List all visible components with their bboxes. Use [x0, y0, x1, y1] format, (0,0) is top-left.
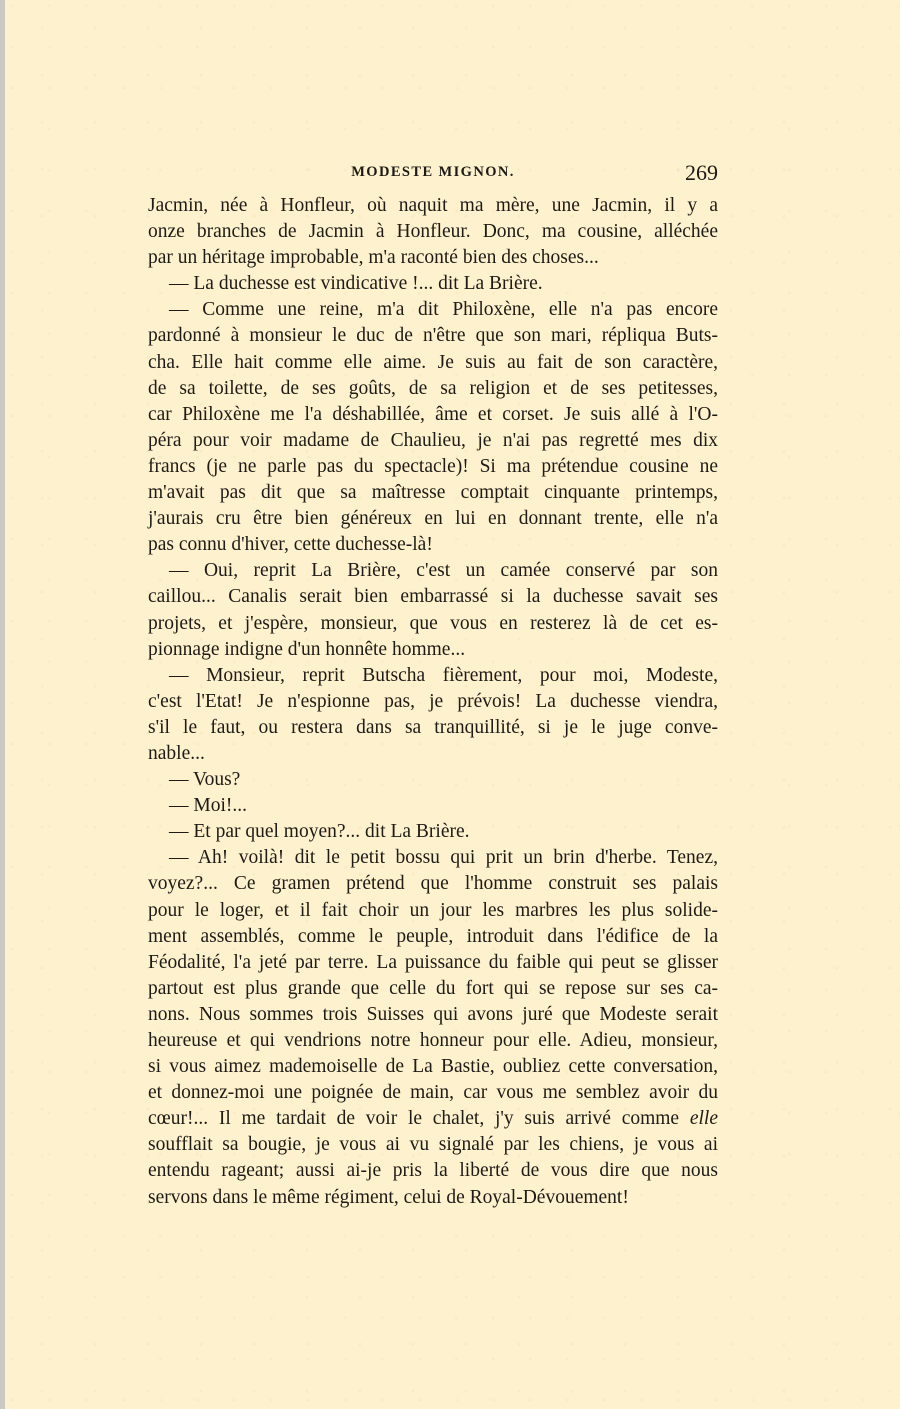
text-line-content: — Moi!...: [169, 795, 247, 817]
text-line: [148, 1080, 718, 1106]
text-line: [148, 428, 718, 454]
text-line-content: heureuse et qui vendrions notre honneur pour elle. Adieu, monsieur,: [148, 1030, 718, 1051]
body-text: [148, 193, 718, 1211]
text-line: [148, 1106, 718, 1132]
text-line: [148, 611, 718, 637]
text-line-content: servons dans le même régiment, celui de Royal-Dévouement!: [148, 1186, 629, 1208]
text-line: [148, 871, 718, 897]
text-line: [148, 532, 718, 558]
text-line-content: — Et par quel moyen?... dit La Brière.: [169, 821, 470, 843]
text-line: [148, 976, 718, 1002]
text-line-content: — Monsieur, reprit Butscha fièrement, pour moi, Modeste,: [169, 664, 718, 686]
text-line: [148, 558, 718, 584]
text-line-content: voyez?... Ce gramen prétend que l'homme construit ses palais: [148, 873, 718, 895]
text-line: [148, 689, 718, 715]
text-line: [148, 376, 718, 402]
text-line-content: — Oui, reprit La Brière, c'est un camée conservé par son: [169, 560, 718, 582]
text-line: [148, 1002, 718, 1028]
text-line: [148, 845, 718, 871]
text-line-content: partout est plus grande que celle du fort qui se repose sur ses ca-: [148, 977, 718, 999]
page-number: 269: [685, 160, 718, 185]
text-line-content: s'il le faut, ou restera dans sa tranquillité, si je le juge conve-: [148, 716, 718, 738]
text-line-content: m'avait pas dit que sa maîtresse comptait cinquante printemps,: [148, 482, 718, 504]
text-line: [148, 715, 718, 741]
text-line: [148, 767, 718, 793]
text-line: [148, 402, 718, 428]
text-line-content: projets, et j'espère, monsieur, que vous en resterez là de cet es-: [148, 612, 718, 634]
text-line-content: pardonné à monsieur le duc de n'être que son mari, répliqua Buts-: [148, 325, 718, 347]
text-line: [148, 663, 718, 689]
text-line-content: pas connu d'hiver, cette duchesse-là!: [148, 534, 433, 556]
text-line-content: cha. Elle hait comme elle aime. Je suis au fait de son caractère,: [148, 351, 718, 373]
text-line: [148, 793, 718, 819]
running-head: [148, 160, 718, 186]
text-line: [148, 1132, 718, 1158]
text-line: [148, 1054, 718, 1080]
text-line-content: par un héritage improbable, m'a raconté bien des choses...: [148, 247, 599, 269]
text-line: [148, 506, 718, 532]
text-line: [148, 219, 718, 245]
book-page: [5, 0, 900, 1409]
text-line: [148, 924, 718, 950]
text-line: [148, 819, 718, 845]
text-line: [148, 193, 718, 219]
text-line-content: car Philoxène me l'a déshabillée, âme et corset. Je suis allé à l'O-: [148, 403, 718, 425]
text-line-content: soufflait sa bougie, je vous ai vu signalé par les chiens, je vous ai: [148, 1134, 718, 1156]
text-line-content: nable...: [148, 742, 205, 764]
text-line-content: pionnage indigne d'un honnête homme...: [148, 638, 466, 660]
text-line: [148, 1158, 718, 1184]
text-line: [148, 898, 718, 924]
text-line-content: — Ah! voilà! dit le petit bossu qui prit un brin d'herbe. Tenez,: [169, 847, 718, 869]
text-line: [148, 584, 718, 610]
text-line-content: nons. Nous sommes trois Suisses qui avons juré que Modeste serait: [148, 1003, 718, 1025]
text-line: [148, 350, 718, 376]
text-line: [148, 950, 718, 976]
text-line: [148, 480, 718, 506]
running-title: MODESTE MIGNON.: [351, 164, 515, 180]
text-line-content: pour le loger, et il fait choir un jour les marbres les plus solide-: [148, 899, 718, 921]
text-line-content: francs (je ne parle pas du spectacle)! Si ma prétendue cousine ne: [148, 455, 718, 477]
text-line: [148, 454, 718, 480]
text-line-content: — Vous?: [169, 769, 241, 791]
text-line-content: j'aurais cru être bien généreux en lui en donnant trente, elle n'a: [148, 508, 718, 530]
text-line: [148, 637, 718, 663]
text-line-content: — La duchesse est vindicative !... dit La Brière.: [169, 273, 543, 295]
text-line: [148, 245, 718, 271]
text-line-content: si vous aimez mademoiselle de La Bastie, oubliez cette conversation,: [148, 1056, 718, 1078]
text-line-content: Jacmin, née à Honfleur, où naquit ma mère, une Jacmin, il y a: [148, 195, 718, 216]
text-line-content: et donnez-moi une poignée de main, car vous me semblez avoir du: [148, 1082, 718, 1104]
text-line-content: — Comme une reine, m'a dit Philoxène, elle n'a pas encore: [169, 299, 718, 321]
text-line-content: c'est l'Etat! Je n'espionne pas, je prévois! La duchesse viendra,: [148, 690, 718, 712]
text-line-content: péra pour voir madame de Chaulieu, je n'ai pas regretté mes dix: [148, 429, 718, 451]
text-line-content: entendu rageant; aussi ai-je pris la liberté de vous dire que nous: [148, 1160, 718, 1182]
text-line: [148, 1028, 718, 1054]
text-line-content: Féodalité, l'a jeté par terre. La puissance du faible qui peut se glisser: [148, 951, 718, 973]
text-line-content: ment assemblés, comme le peuple, introduit dans l'édifice de la: [148, 925, 718, 947]
text-line: [148, 271, 718, 297]
text-line: [148, 1185, 718, 1211]
text-line-content: de sa toilette, de ses goûts, de sa religion et de ses petitesses,: [148, 377, 718, 399]
text-line: [148, 297, 718, 323]
text-line-content: onze branches de Jacmin à Honfleur. Donc, ma cousine, alléchée: [148, 221, 718, 243]
text-line-content: cœur!... Il me tardait de voir le chalet, j'y suis arrivé comme: [148, 1108, 690, 1130]
text-line-content: caillou... Canalis serait bien embarrassé si la duchesse savait ses: [148, 586, 718, 608]
italic-emphasis: elle: [689, 1108, 718, 1130]
text-line: [148, 741, 718, 767]
text-line: [148, 323, 718, 349]
